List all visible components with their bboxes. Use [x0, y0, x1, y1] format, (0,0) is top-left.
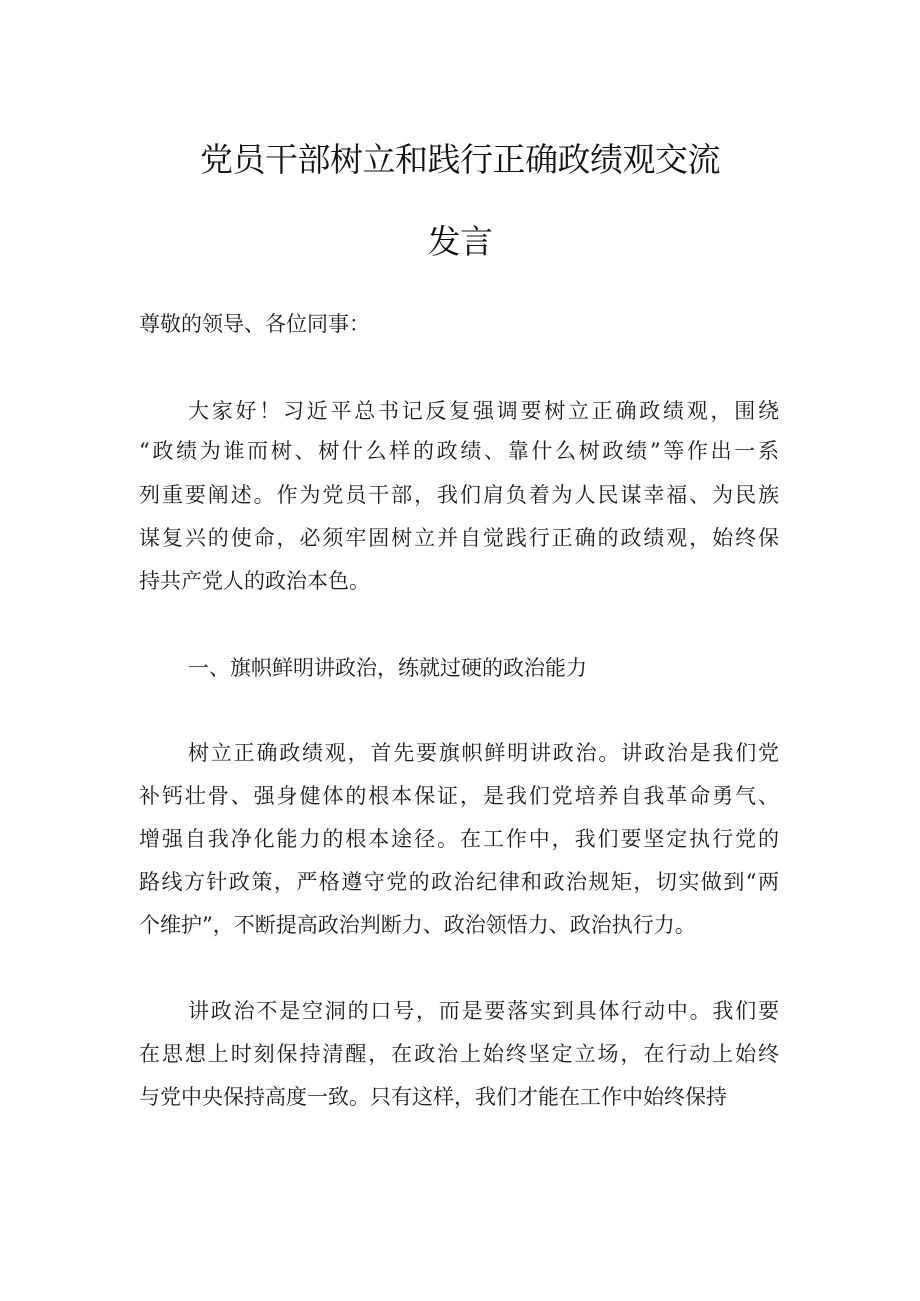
document-title-line-2: 发言 — [427, 222, 493, 261]
paragraph-line: 路线方针政策，严格遵守党的政治纪律和政治规矩，切实做到“两 — [139, 870, 779, 894]
paragraph-line: 与党中央保持高度一致。只有这样，我们才能在工作中始终保持 — [139, 1085, 727, 1109]
paragraph-line: “政绩为谁而树、树什么样的政绩、靠什么树政绩”等作出一系 — [139, 439, 779, 463]
paragraph-line: 大家好！习近平总书记反复强调要树立正确政绩观，围绕 — [188, 399, 779, 423]
paragraph-line: 讲政治不是空洞的口号，而是要落实到具体行动中。我们要 — [188, 999, 779, 1023]
paragraph-line: 列重要阐述。作为党员干部，我们肩负着为人民谋幸福、为民族 — [139, 483, 779, 507]
document-title-line-1: 党员干部树立和践行正确政绩观交流 — [200, 140, 720, 179]
paragraph-line: 谋复兴的使命，必须牢固树立并自觉践行正确的政绩观，始终保 — [139, 526, 779, 550]
paragraph-line: 在思想上时刻保持清醒，在政治上始终坚定立场，在行动上始终 — [139, 1042, 779, 1066]
paragraph-line: 增强自我净化能力的根本途径。在工作中，我们要坚定执行党的 — [139, 827, 779, 851]
section-heading: 一、旗帜鲜明讲政治，练就过硬的政治能力 — [188, 656, 587, 680]
paragraph-line: 持共产党人的政治本色。 — [139, 569, 370, 593]
paragraph-line: 补钙壮骨、强身健体的根本保证，是我们党培养自我革命勇气、 — [139, 784, 779, 808]
paragraph-line: 个维护”，不断提高政治判断力、政治领悟力、政治执行力。 — [139, 913, 696, 937]
salutation: 尊敬的领导、各位同事： — [139, 312, 370, 336]
paragraph-line: 树立正确政绩观，首先要旗帜鲜明讲政治。讲政治是我们党 — [188, 741, 779, 765]
